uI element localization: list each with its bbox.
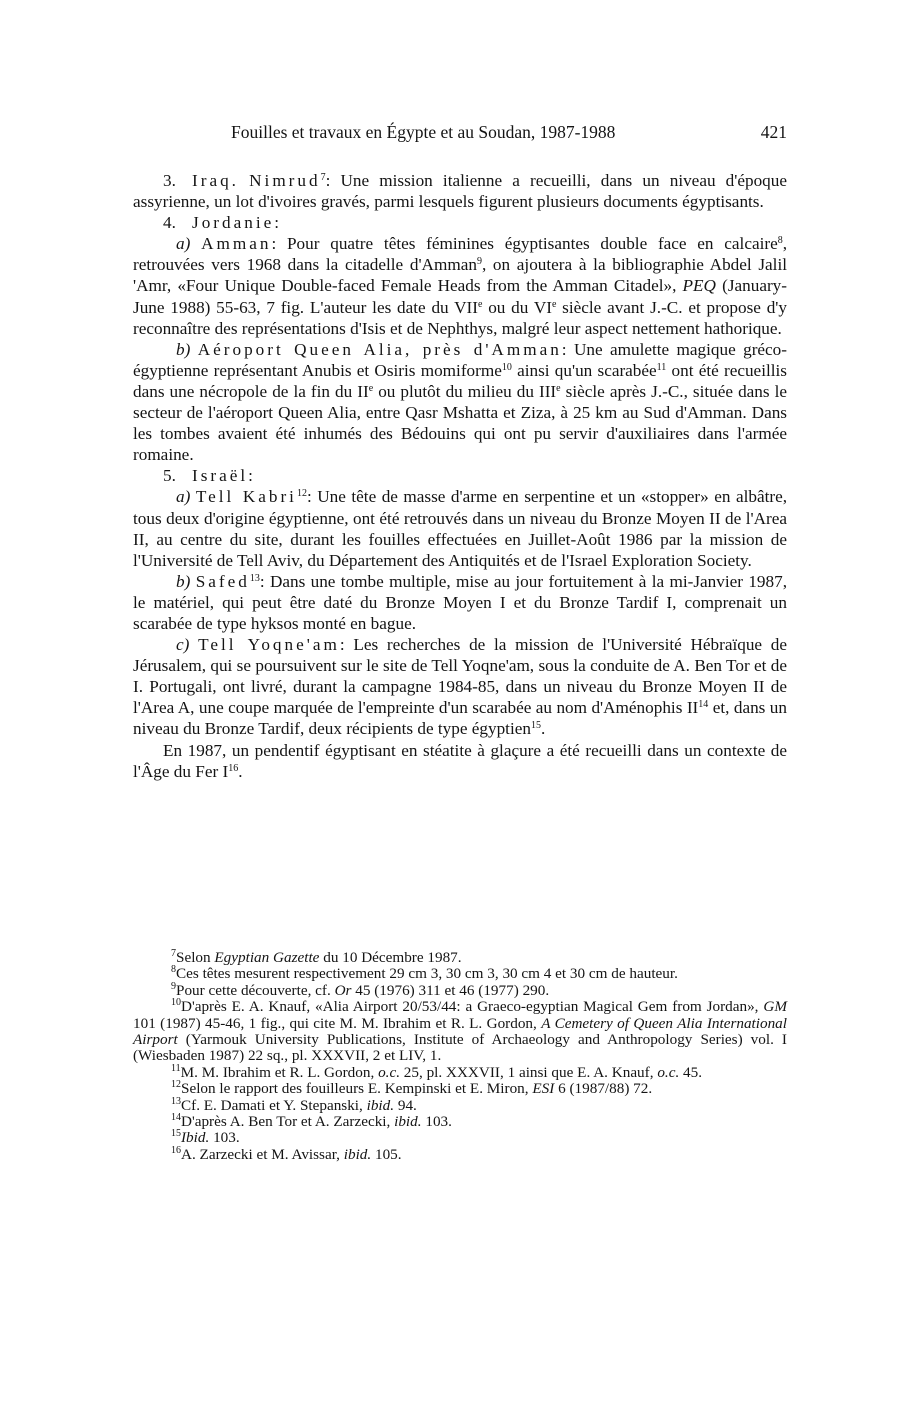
entry-tell-kabri: a) Tell Kabri$^{12}$: Une tête de masse d'arme en serpentine et un «stopper» en albâtre, tous deux d'origine égyptienne, ont été retrouvés dans un niveau du Bronze Moyen II de l'Area II, au centre du site, durant les fouilles effectuées en Juillet-Août 1986 par la mission de l'Université de Tell Aviv, du Département des Antiquités et de l'Israel Exploration Society. — [133, 487, 787, 570]
footnote-number: 14 — [171, 1112, 181, 1124]
section-iraq — [133, 170, 787, 212]
footnote-ref: 7 — [320, 172, 326, 183]
footnote-ref: 8 — [777, 235, 783, 247]
section-number: 4. — [163, 213, 176, 233]
footnote-ref: 10 — [501, 361, 512, 373]
country-heading: Iraq. — [192, 171, 239, 190]
footnote-14: $^{14}$D'après A. Ben Tor et A. Zarzecki, ibid. 103. — [171, 1112, 452, 1131]
footnote-13: $^{13}$Cf. E. Damati et Y. Stepanski, ibid. 94. — [171, 1095, 417, 1114]
entry-letter: b) — [176, 571, 191, 591]
entry-letter: a) — [176, 234, 191, 254]
footnote-11: $^{11}$M. M. Ibrahim et R. L. Gordon, o.c. 25, pl. XXXVII, 1 ainsi que E. A. Knauf, o.c. 45. — [171, 1062, 703, 1081]
site-name: Amman — [201, 234, 272, 254]
footnotes — [133, 950, 787, 1163]
section-number: 3. — [163, 171, 176, 190]
site-name: Tell Yoqne'am — [198, 635, 340, 655]
footnote-ref: 11 — [656, 361, 667, 373]
site-name: Tell Kabri — [195, 487, 297, 507]
journal-title: PEQ — [682, 276, 716, 296]
footnote-number: 13 — [171, 1095, 181, 1107]
footnote-ref: 15 — [530, 720, 541, 732]
entry-amman: a) Amman: Pour quatre têtes féminines égyptisantes double face en calcaire$^8$, retrouvées vers 1968 dans la citadelle d'Amman$^9$, on ajoutera à la bibliographie Abdel Jalil 'Amr, «Four Unique Double-faced Female Heads from the Amman Citadel», PEQ (January-June 1988) 55-63, 7 fig. L'auteur les date du VIIe ou du VIe siècle avant J.-C. et propose d'y reconnaître des représentations d'Isis et de Nephthys, malgré leur aspect nettement hathorique. — [133, 234, 787, 338]
site-name: Safed — [195, 571, 250, 591]
footnote-number: 8 — [171, 964, 176, 976]
entry-letter: b) — [176, 339, 191, 359]
footnote-10: $^{10}$D'après E. A. Knauf, «Alia Airport 20/53/44: a Graeco-egyptian Magical Gem from Jordan», GM 101 (1987) 45-46, 1 fig., qui cite M. M. Ibrahim et R. L. Gordon, A Cemetery of Queen Alia International Airport (Yarmouk University Publications, Institute of Archaeology and Anthropology Series) vol. I (Wiesbaden 1987) 22 sq., pl. XXXVII, 2 et LIV, 1. — [133, 997, 787, 1065]
footnote-8: $^8$Ces têtes mesurent respectivement 29 cm 3, 30 cm 3, 30 cm 4 et 30 cm de hauteur. — [171, 964, 678, 983]
footnote-number: 12 — [171, 1079, 181, 1091]
footnote-number: 9 — [171, 980, 176, 992]
footnote-ref: 9 — [476, 256, 482, 268]
footnote-number: 15 — [171, 1128, 181, 1140]
footnote-ref: 12 — [296, 488, 307, 500]
footnote-number: 16 — [171, 1144, 181, 1156]
section-number: 5. — [163, 466, 176, 486]
entry-letter: a) — [176, 487, 191, 507]
country-heading: Jordanie: — [192, 213, 283, 233]
section-israel — [133, 465, 787, 486]
footnote-ref: 13 — [249, 572, 260, 584]
footnote-number: 7 — [171, 948, 176, 959]
entry-letter: c) — [176, 635, 190, 655]
site-name: Aéroport Queen Alia, près d'Amman — [197, 339, 562, 359]
country-heading: Israël: — [192, 466, 256, 486]
page-number: 421 — [760, 122, 787, 142]
paragraph-text: : Une mission italienne a recueilli, dans un niveau d'époque assyrienne, un lot d'ivoires gravés, parmi lesquels figurent plusieurs documents égyptisants. — [133, 171, 788, 212]
section-jordanie — [133, 212, 787, 233]
paragraph-pendentif: En 1987, un pendentif égyptisant en stéatite à glaçure a été recueilli dans un contexte de l'Âge du Fer $I^{16}$. — [133, 740, 787, 781]
footnote-15: $^{15}$Ibid. 103. — [171, 1128, 240, 1147]
footnote-16: $^{16}$A. Zarzecki et M. Avissar, ibid. 105. — [171, 1144, 402, 1163]
entry-safed: b) Safed$^{13}$: Dans une tombe multiple, mise au jour fortuitement à la mi-Janvier 1987, le matériel, qui peut être daté du Bronze Moyen I et du Bronze Tardif I, comprenait un scarabée de type hyksos monté en bague. — [133, 571, 787, 633]
footnote-ref: 16 — [228, 762, 239, 774]
footnote-number: 10 — [171, 997, 181, 1009]
entry-aeroport: b) Aéroport Queen Alia, près d'Amman: Une amulette magique gréco-égyptienne représentant Anubis et Osiris momiforme$^{10}$ ainsi qu'un scarabée$^{11}$ ont été recueillis dans une nécropole de la fin du IIe ou plutôt du milieu du IIIe siècle après J.-C., située dans le secteur de l'aéroport Queen Alia, entre Qasr Mshatta et Ziza, à 25 km au Sud d'Amman. Dans les tombes avaient été inhumés des Bédouins qui ont pu servir d'auxiliaires dans l'armée romaine. — [133, 339, 788, 465]
body-text — [133, 170, 787, 782]
entry-tell-yoqneam: c) Tell Yoqne'am: Les recherches de la mission de l'Université Hébraïque de Jérusalem, qui se poursuivent sur le site de Tell Yoqne'am, sous la conduite de A. Ben Tor et de I. Portugali, ont livré, durant la campagne 1984-85, dans un niveau du Bronze Moyen II de l'Area A, une coupe marquée de l'empreinte d'un scarabée au nom d'Aménophis II$^{14}$ et, dans un niveau du Bronze Tardif, deux récipients de type égyptien$^{15}$. — [133, 635, 787, 739]
footnote-9: $^9$Pour cette découverte, cf. Or 45 (1976) 311 et 46 (1977) 290. — [171, 980, 550, 999]
footnote-ref: 14 — [698, 699, 709, 711]
running-header — [231, 122, 787, 148]
footnote-12: $^{12}$Selon le rapport des fouilleurs E. Kempinski et E. Miron, ESI 6 (1987/88) 72. — [171, 1079, 653, 1098]
running-title: Fouilles et travaux en Égypte et au Soudan, 1987-1988 — [231, 122, 616, 142]
site-name: Nimrud — [249, 171, 321, 190]
footnote-number: 11 — [171, 1062, 181, 1074]
footnote-7: $^7$Selon Egyptian Gazette du 10 Décembre 1987. — [171, 948, 462, 966]
